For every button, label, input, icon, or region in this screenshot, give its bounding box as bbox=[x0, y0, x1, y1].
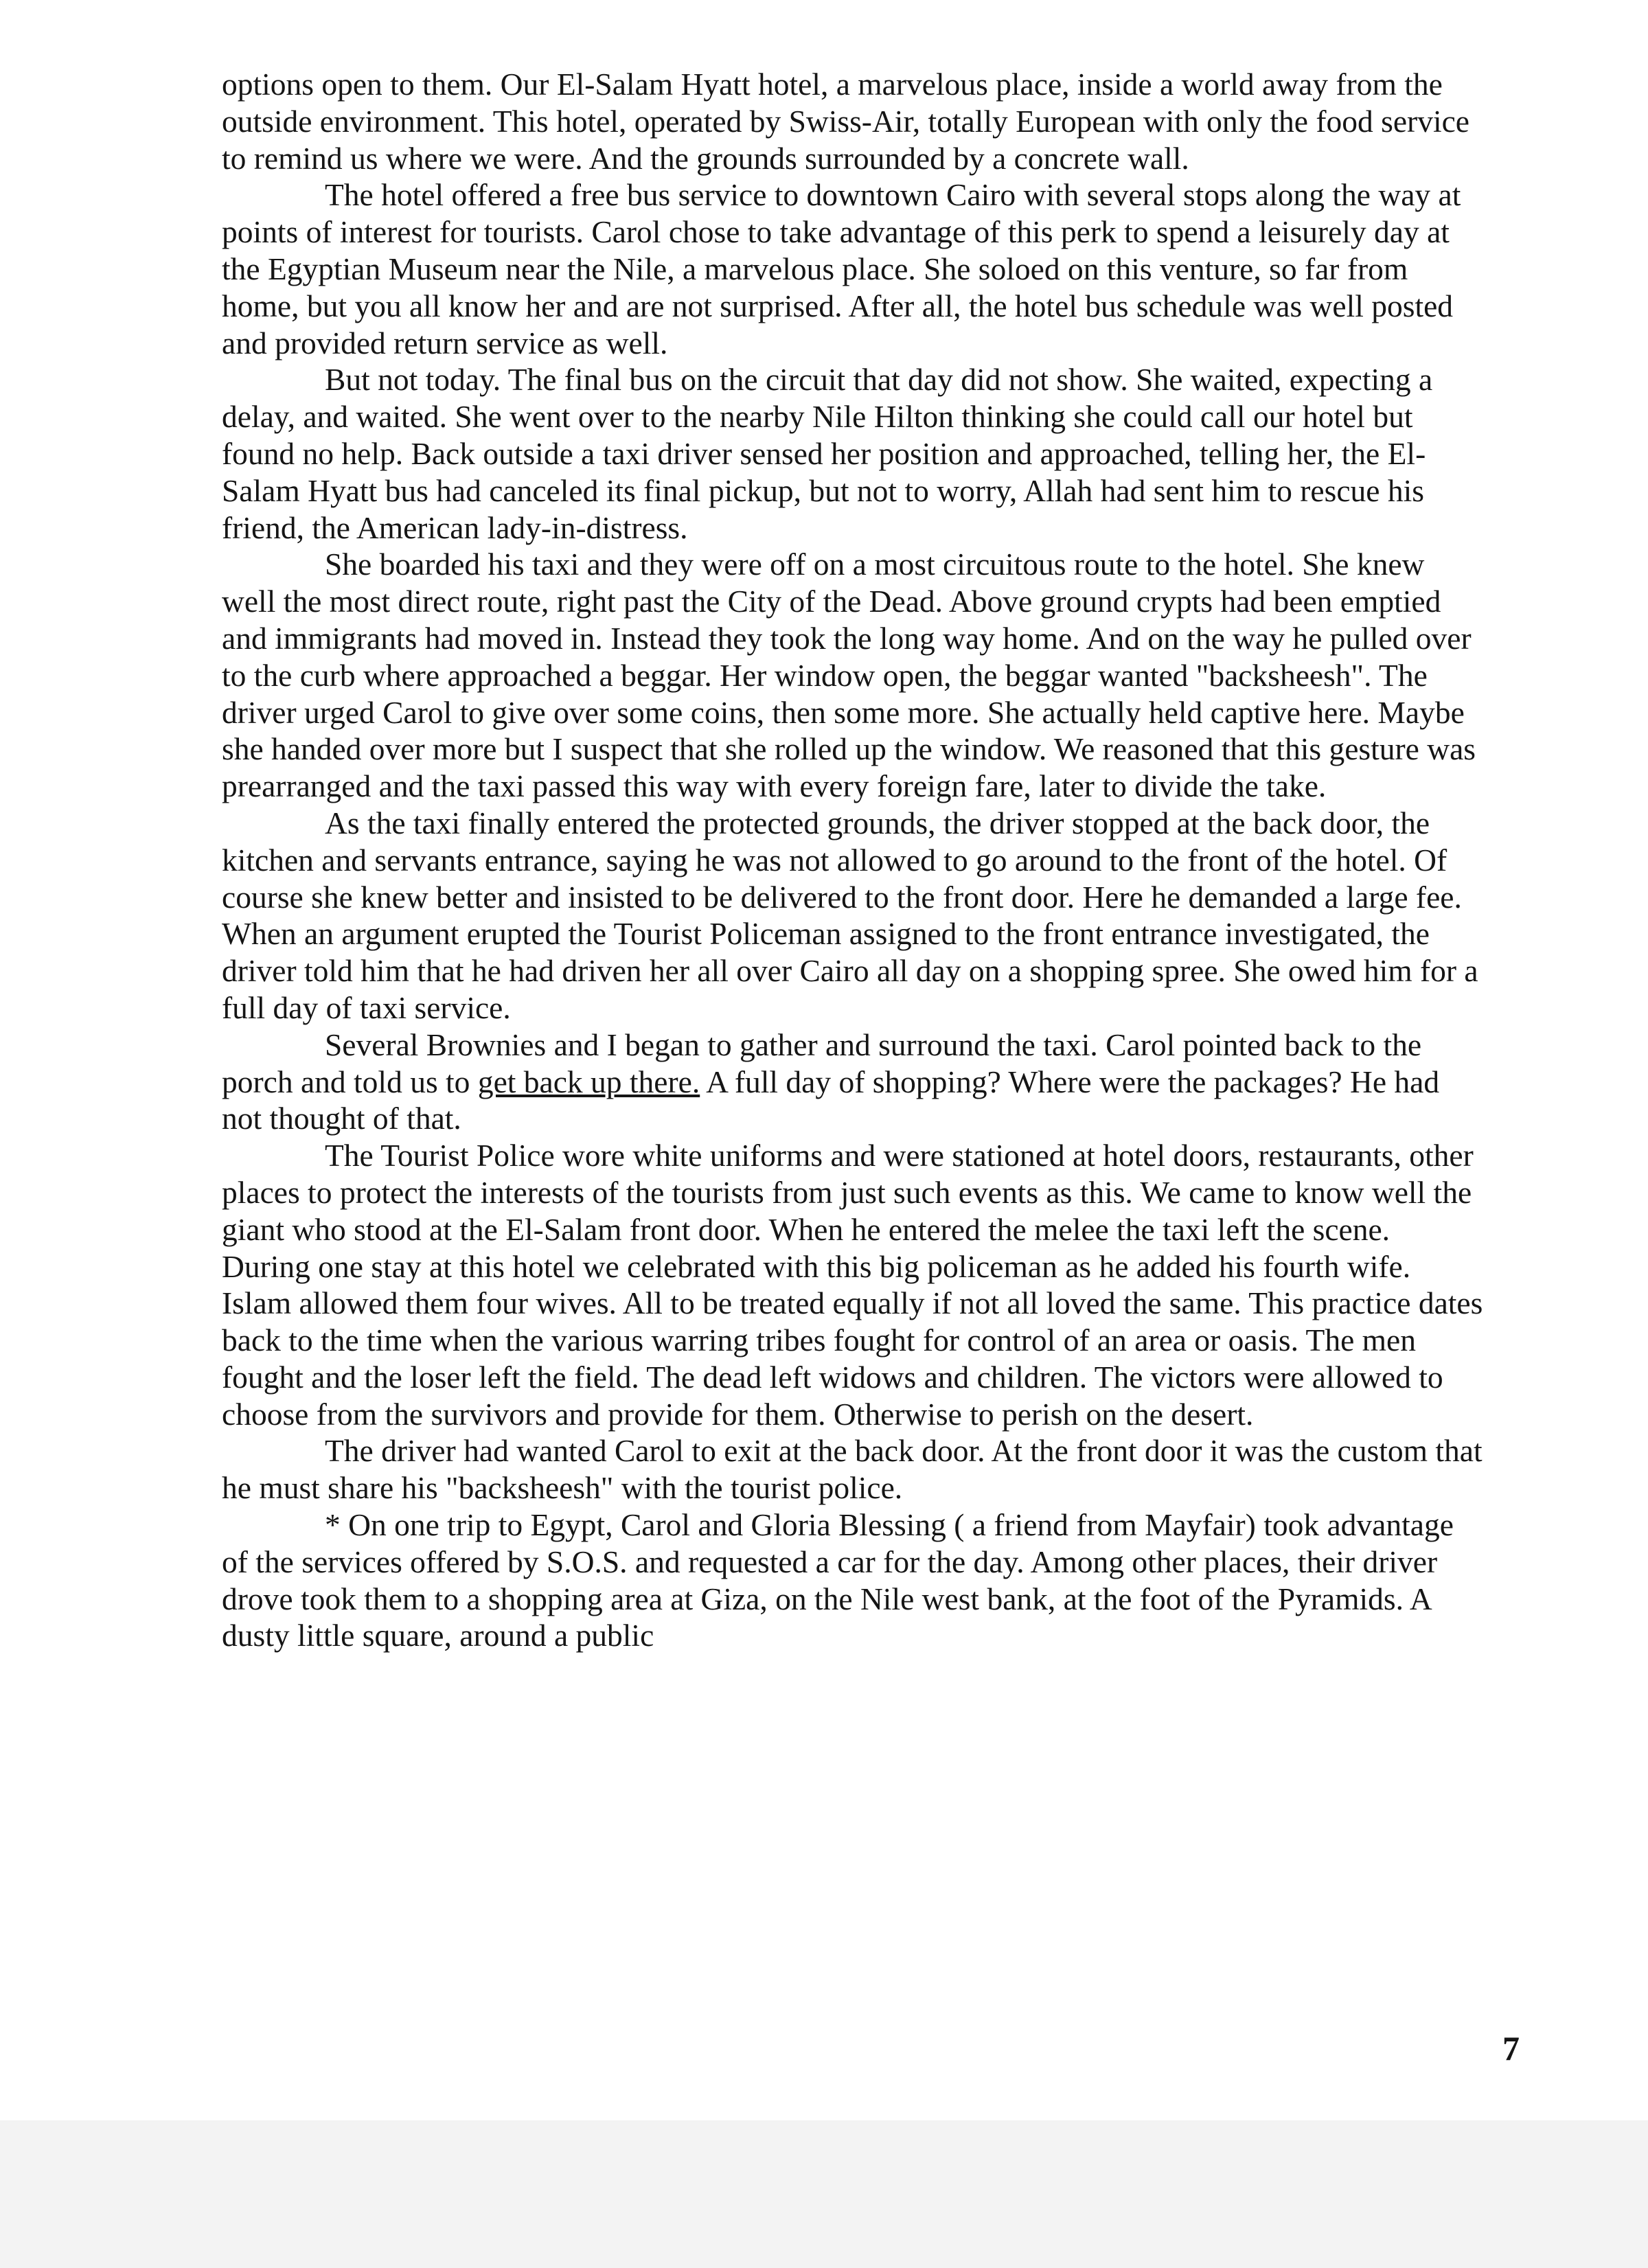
paragraph-6-end: A full day of shopping? Where were the packages? He had not thought of that. bbox=[222, 1064, 1440, 1136]
paragraph-5: As the taxi finally entered the protected grounds, the driver stopped at the back door, the kitchen and servants entrance, saying he was not allowed to go around to the front of the hotel. Of course she knew better and insisted to be delivered to the front door. Here he demanded a large fee. When an argument erupted the Tourist Policeman assigned to the front entrance investigated, the driver told him that he had driven her all over Cairo all day on a shopping spree. She owed him for a full day of taxi service. bbox=[222, 805, 1478, 1025]
paragraph-6 bbox=[222, 1027, 1485, 1137]
underlined-phrase: get back up there. bbox=[477, 1064, 700, 1099]
paragraph-3: But not today. The final bus on the circuit that day did not show. She waited, expecting a delay, and waited. She went over to the nearby Nile Hilton thinking she could call our hotel but found no help. Back outside a taxi driver sensed her position and approached, telling her, the El-Salam Hyatt bus had canceled its final pickup, but not to worry, Allah had sent him to rescue his friend, the American lady-in-distress. bbox=[222, 362, 1433, 545]
paragraph-6-start: Several Brownies and I began to gather and surround the taxi. Carol pointed back to the porch and told us to bbox=[222, 1027, 1422, 1099]
paragraph-9: * On one trip to Egypt, Carol and Gloria Blessing ( a friend from Mayfair) took advantage of the services offered by S.O.S. and requested a car for the day. Among other places, their driver drove took them to a shopping area at Giza, on the Nile west bank, at the foot of the Pyramids. A dusty little square, around a public bbox=[222, 1507, 1454, 1653]
paragraph-2: The hotel offered a free bus service to downtown Cairo with several stops along the way at points of interest for tourists. Carol chose to take advantage of this perk to spend a leisurely day at the Egyptian Museum near the Nile, a marvelous place. She soloed on this venture, so far from home, but you all know her and are not surprised. After all, the hotel bus schedule was well posted and provided return service as well. bbox=[222, 177, 1461, 360]
page-body-text bbox=[222, 66, 1485, 1654]
paragraph-7: The Tourist Police wore white uniforms and were stationed at hotel doors, restaurants, other places to protect the interests of the tourists from just such events as this. We came to know well the giant who stood at the El-Salam front door. When he entered the melee the taxi left the scene. During one stay at this hotel we celebrated with this big policeman as he added his fourth wife. Islam allowed them four wives. All to be treated equally if not all loved the same. This practice dates back to the time when the various warring tribes fought for control of an area or oasis. The men fought and the loser left the field. The dead left widows and children. The victors were allowed to choose from the survivors and provide for them. Otherwise to perish on the desert. bbox=[222, 1138, 1483, 1432]
paragraph-4: She boarded his taxi and they were off on a most circuitous route to the hotel. She knew well the most direct route, right past the City of the Dead. Above ground crypts had been emptied and immigrants had moved in. Instead they took the long way home. And on the way he pulled over to the curb where approached a beggar. Her window open, the beggar wanted "backsheesh". The driver urged Carol to give over some coins, then some more. She actually held captive here. Maybe she handed over more but I suspect that she rolled up the window. We reasoned that this gesture was prearranged and the taxi passed this way with every foreign fare, later to divide the take. bbox=[222, 547, 1476, 804]
paragraph-8: The driver had wanted Carol to exit at the back door. At the front door it was the custom that he must share his "backsheesh" with the tourist police. bbox=[222, 1433, 1483, 1506]
paragraph-1: options open to them. Our El-Salam Hyatt hotel, a marvelous place, inside a world away from the outside environment. This hotel, operated by Swiss-Air, totally European with only the food service to remind us where we were. And the grounds surrounded by a concrete wall. bbox=[222, 67, 1469, 176]
scan-background-strip bbox=[0, 2120, 1648, 2268]
page-number: 7 bbox=[1502, 2029, 1520, 2067]
